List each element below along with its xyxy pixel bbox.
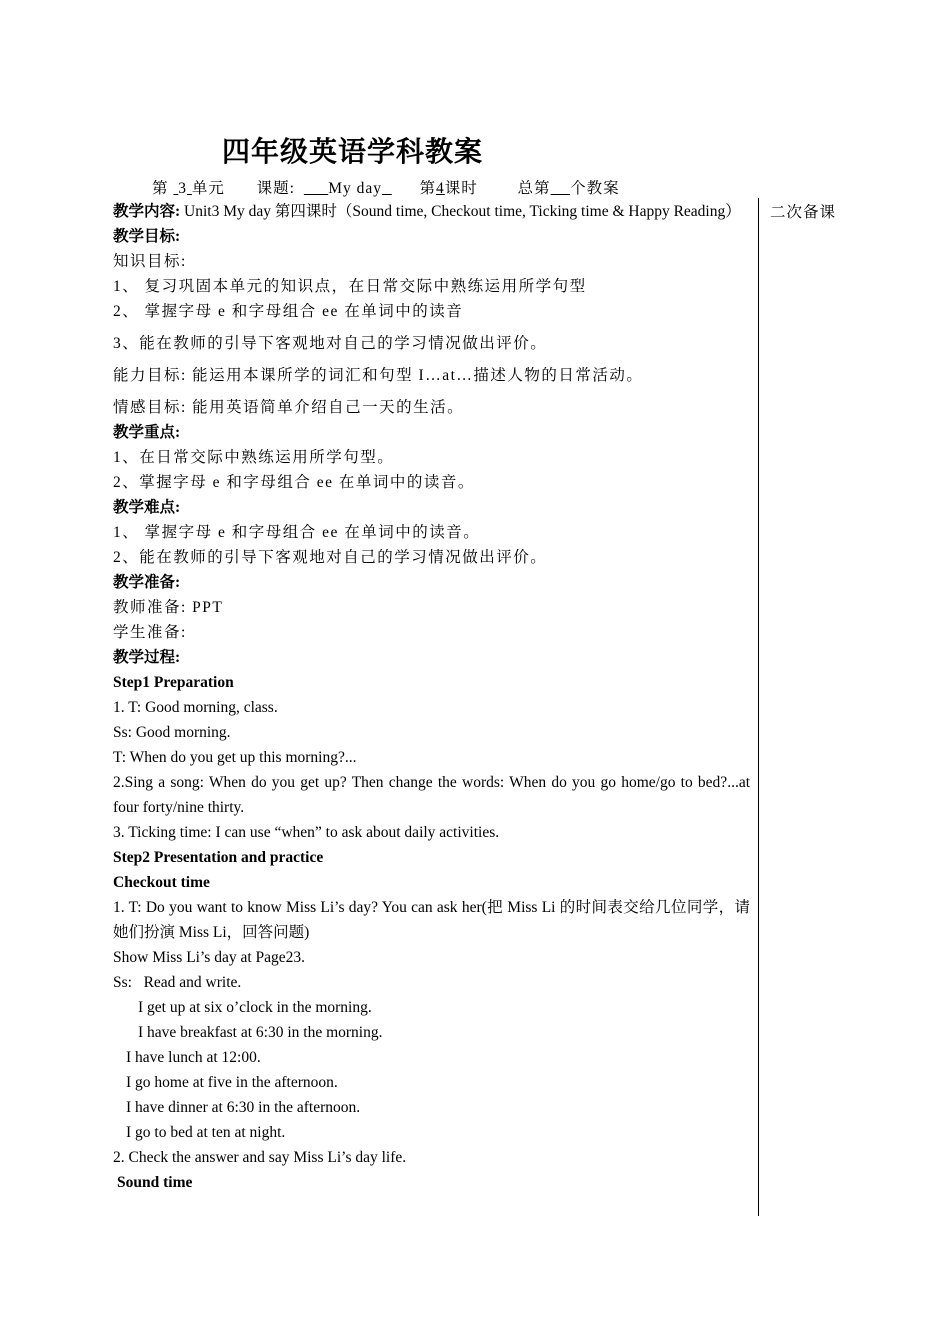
key-point-item: 1、在日常交际中熟练运用所学句型。	[113, 449, 395, 466]
ticking-time-line: 3. Ticking time: I can use “when” to ask about daily activities.	[113, 824, 500, 841]
key-point-item: 2、掌握字母 e 和字母组合 ee 在单词中的读音。	[113, 474, 475, 491]
sentence-line: I have breakfast at 6:30 in the morning.	[138, 1024, 383, 1041]
total-prefix: 总第	[517, 180, 551, 197]
emotion-goal: 情感目标: 能用英语简单介绍自己一天的生活。	[113, 399, 465, 416]
step2-heading: Step2 Presentation and practice	[113, 849, 324, 866]
goals-heading: 教学目标:	[113, 228, 181, 245]
sentence-line: I get up at six o’clock in the morning.	[138, 999, 372, 1016]
document-title: 四年级英语学科教案	[222, 135, 484, 168]
topic-value: My day	[328, 180, 383, 197]
song-activity: 2.Sing a song: When do you get up? Then change the words: When do you go home/go to bed?...at four forty/nine thirty.	[113, 774, 750, 816]
unit-number: 3	[178, 180, 188, 197]
knowledge-goal-label: 知识目标:	[113, 253, 187, 270]
show-page-line: Show Miss Li’s day at Page23.	[113, 949, 306, 966]
sentence-line: I have lunch at 12:00.	[126, 1049, 261, 1066]
knowledge-goal-item: 1、 复习巩固本单元的知识点，在日常交际中熟练运用所学句型	[113, 278, 587, 295]
preparation-heading: 教学准备:	[113, 574, 181, 591]
topic-label: 课题:	[256, 180, 295, 197]
unit-suffix: 单元	[191, 180, 225, 197]
sound-time-heading: Sound time	[117, 1174, 193, 1191]
knowledge-goal-item: 3、能在教师的引导下客观地对自己的学习情况做出评价。	[113, 335, 548, 352]
sentence-line: I go to bed at ten at night.	[126, 1124, 286, 1141]
ss-read-write: Ss: Read and write.	[113, 974, 242, 991]
unit-prefix: 第	[152, 180, 169, 197]
lesson-number: 4	[436, 180, 445, 197]
student-preparation: 学生准备:	[113, 624, 187, 641]
check-answer-line: 2. Check the answer and say Miss Li’s day life.	[113, 1149, 407, 1166]
total-suffix: 个教案	[570, 180, 620, 197]
teaching-content-label: 教学内容:	[113, 203, 181, 220]
sentence-line: I have dinner at 6:30 in the afternoon.	[126, 1099, 361, 1116]
checkout-time-heading: Checkout time	[113, 874, 210, 891]
teacher-preparation: 教师准备: PPT	[113, 599, 224, 616]
teaching-content	[113, 199, 750, 224]
revision-column-label: 二次备课	[770, 204, 837, 221]
difficulties-heading: 教学难点:	[113, 499, 181, 516]
process-heading: 教学过程:	[113, 649, 181, 666]
dialogue-line: 1. T: Good morning, class.	[113, 699, 278, 716]
key-points-heading: 教学重点:	[113, 424, 181, 441]
dialogue-line: T: When do you get up this morning?...	[113, 749, 357, 766]
checkout-activity: 1. T: Do you want to know Miss Li’s day? You can ask her(把 Miss Li 的时间表交给几位同学，请她们扮演 Miss Li，回答问题)	[113, 899, 750, 941]
lesson-meta	[152, 176, 620, 198]
sentence-line: I go home at five in the afternoon.	[126, 1074, 338, 1091]
knowledge-goal-item: 2、 掌握字母 e 和字母组合 ee 在单词中的读音	[113, 303, 464, 320]
difficulty-item: 1、 掌握字母 e 和字母组合 ee 在单词中的读音。	[113, 524, 481, 541]
ability-goal: 能力目标: 能运用本课所学的词汇和句型 I…at…描述人物的日常活动。	[113, 367, 644, 384]
lesson-body	[113, 199, 750, 1195]
step1-heading: Step1 Preparation	[113, 674, 234, 691]
column-divider	[758, 198, 759, 1216]
teaching-content-text: Unit3 My day 第四课时（Sound time, Checkout time, Ticking time & Happy Reading）	[184, 203, 741, 220]
dialogue-line: Ss: Good morning.	[113, 724, 231, 741]
lesson-suffix: 课时	[444, 180, 478, 197]
total-blank	[551, 180, 571, 198]
lesson-prefix: 第	[419, 180, 437, 197]
difficulty-item: 2、能在教师的引导下客观地对自己的学习情况做出评价。	[113, 549, 548, 566]
